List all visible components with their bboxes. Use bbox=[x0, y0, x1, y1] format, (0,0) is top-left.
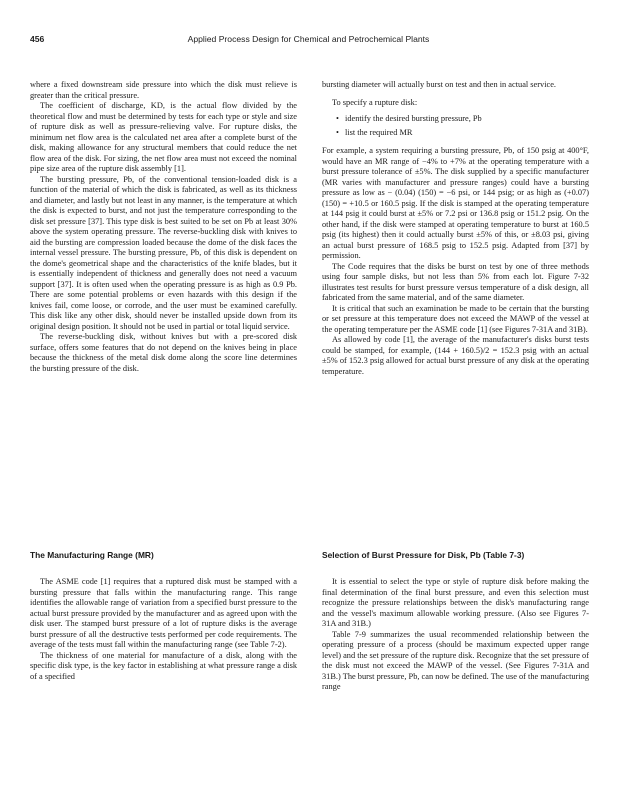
paragraph: As allowed by code [1], the average of the manufacturer's disks burst tests could be stamped, for example, (144 + 160.5)/2 = 152.3 psig with an actual ±5% of 152.3 psig allowed for actual burst pressure of any disk at the operating temperature. bbox=[322, 335, 589, 376]
burst-pressure-body bbox=[322, 577, 589, 693]
section-heading-burst-pressure: Selection of Burst Pressure for Disk, Pb (Table 7-3) bbox=[322, 550, 525, 560]
section-heading-manufacturing-range: The Manufacturing Range (MR) bbox=[30, 550, 154, 560]
bullet-item: • list the required MR bbox=[336, 128, 589, 139]
manufacturing-range-body bbox=[30, 577, 297, 682]
paragraph: Table 7-9 summarizes the usual recommended relationship between the operating pressure of a process (should be maximum expected upper range level) and the set pressure of the rupture disk. Recognize that the set pressure of the disk must not exceed the MAWP of the vessel. (See Figures 7-31A and 31B.) The burst pressure, Pb, can now be defined. The use of the manufacturing range bbox=[322, 629, 589, 691]
page-number: 456 bbox=[30, 34, 45, 44]
right-column bbox=[322, 80, 589, 377]
paragraph: The coefficient of discharge, KD, is the actual flow divided by the theoretical flow and must be determined by tests for each type or style and size of rupture disk as well as pressure-relieving valve. For rupture disks, the minimum net flow area is the calculated net area after a complete burst of the disk, making allowance for any structural members that could reduce the net flow area of the disk. For sizing, the net flow area must not exceed the nominal pipe size area of the rupture disk assembly [1]. bbox=[30, 101, 297, 173]
paragraph: The thickness of one material for manufacture of a disk, along with the specific disk type, is the key factor in establishing at what pressure range a disk of a specified bbox=[30, 650, 297, 681]
bullet-list bbox=[336, 114, 589, 138]
paragraph: The ASME code [1] requires that a ruptured disk must be stamped with a bursting pressure that falls within the manufacturing range. This range identifies the allowable range of variation from a specified burst pressure to the actual burst pressure provided by the manufacturer and as agreed upon with the disk user. The stamped burst pressure of a lot of rupture disks is the average burst pressure of all the destructive tests performed per code requirements. The average of the tests must fall within the manufacturing range (see Table 7-2). bbox=[30, 577, 297, 649]
bullet-item: • identify the desired bursting pressure, Pb bbox=[336, 114, 589, 125]
example-paragraph: For example, a system requiring a bursting pressure, Pb, of 150 psig at 400°F, would have an MR range of −4% to +7% at the operating temperature with a burst pressure tolerance of ±5%. The disk supplied by a specific manufacturer (MR varies with manufacturer and pressure ranges) could have a bursting pressure as low as − (0.04) (150) = −6 psi, or 144 psig; or as high as (+0.07) (150) = +10.5 or 160.5 psig. If the disk is stamped at the operating temperature at 144 psig it could burst at ±5% or 7.2 psi or 136.8 psig or 151.2 psig. On the other hand, if the disk were stamped at operating temperature to burst at 160.5 psig (its highest) then it could actually burst ±5% of this, or ±8.03 psi, giving an actual burst pressure of 168.5 psig to 152.5 psig. Adapted from [37] by permission. bbox=[322, 146, 589, 260]
paragraph: where a fixed downstream side pressure into which the disk must relieve is greater than the critical pressure. bbox=[30, 80, 297, 100]
paragraph: The bursting pressure, Pb, of the conventional tension-loaded disk is a function of the material of which the disk is fabricated, as well as its thickness and diameter, and lastly but not least in any manner, is the temperature at which the disk is expected to burst, and not just the temperature corresponding to the disk set pressure [37]. This type disk is best suited to be set on Pb at least 30% above the system operating pressure. The reverse-buckling disk with knives to aid the bursting are compression loaded because the dome of the disk faces the internal vessel pressure. The bursting pressure, Pb, of this disk is dependent on the dome's geometrical shape and the characteristics of the knife blades, but it is essentially independent of thickness and generally does not need a vacuum support [37]. It is often used when the operating pressure is as high as 0.9 Pb. There are some potential problems or even hazards with this design if the knives fail, come loose, or corrode, and the user must be examined carefully. This disk like any other disk, should never be installed upside down from its original design position. It should not be used in partial or total liquid service. bbox=[30, 174, 297, 331]
paragraph: The reverse-buckling disk, without knives but with a pre-scored disk surface, offers some features that do not depend on the knives being in place because the thickness of the metal disk dome along the score line determines the bursting pressure of the disk. bbox=[30, 332, 297, 373]
paragraph: It is essential to select the type or style of rupture disk before making the final determination of the final burst pressure, and even this selection must recognize the pressure relationships between the disk's manufacturing range and the vessel's maximum allowable working pressure. (Also see Figures 7-31A and 31B.) bbox=[322, 577, 589, 628]
paragraph: To specify a rupture disk: bbox=[332, 97, 418, 107]
page-header bbox=[30, 34, 587, 48]
left-column bbox=[30, 80, 297, 374]
paragraph: It is critical that such an examination be made to be certain that the bursting or set pressure at this temperature does not exceed the MAWP of the vessel at the operating temperature per the ASME code [1] (see Figures 7-31A and 31B). bbox=[322, 303, 589, 334]
running-title: Applied Process Design for Chemical and Petrochemical Plants bbox=[187, 34, 430, 44]
paragraph: bursting diameter will actually burst on test and then in actual service. bbox=[322, 80, 557, 89]
paragraph: The Code requires that the disks be burst on test by one of three methods using four sample disks, but not less than 5% from each lot. Figure 7-32 illustrates test results for burst pressure versus temperature of a disk design, all fabricated from the same material, and of the same diameter. bbox=[322, 261, 589, 302]
